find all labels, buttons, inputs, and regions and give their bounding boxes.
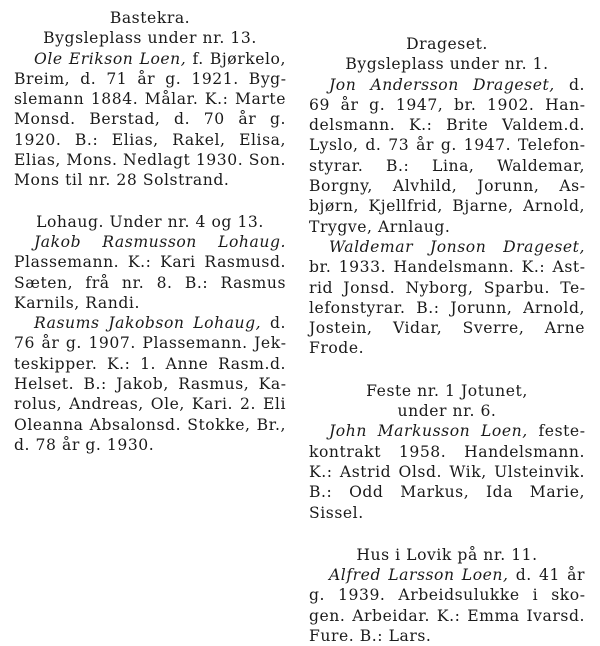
section-feste-jotunet <box>309 381 585 523</box>
section-subheading: Bygsleplass under nr. 13. <box>43 29 257 48</box>
section-heading: Bastekra. <box>109 9 191 27</box>
entry-text: festekontrakt 1958. Handelsmann. K.: Astrid Olsd. Wik, Ulsteinvik. B.: Odd Markus, Ida Marie, Sissel. <box>309 422 585 522</box>
section-heading: Lohaug. Under nr. 4 og 13. <box>36 212 264 231</box>
person-name: Jon Andersson Drageset, <box>329 75 555 94</box>
section-spacer <box>309 523 585 545</box>
entry-text: f. Bjørkelo, Breim, d. 71 år g. 1921. Bygslemann 1884. Målar. K.: Marte Monsd. Berstad, d. 70 år g. 1920. B.: Elias, Rakel, Elisa, Elias, Mons. Nedlagt 1930. Son. Mons til nr. 28 Solstrand. <box>14 49 286 190</box>
section-lohaug <box>14 212 286 456</box>
entry-jon-andersson-drageset <box>309 75 585 237</box>
section-heading: Hus i Lovik på nr. 11. <box>356 545 538 564</box>
person-name: Alfred Larsson Loen, <box>329 566 509 585</box>
entry-text: Plassemann. K.: Kari Rasmusd. Sæten, frå nr. 8. B.: Rasmus Karnils, Randi. <box>14 253 286 312</box>
section-subheading: Bygsleplass under nr. 1. <box>345 55 549 74</box>
person-name: Waldemar Jonson Drageset, <box>329 237 585 256</box>
entry-ole-erikson-loen <box>14 49 286 191</box>
person-name: John Markusson Loen, <box>329 422 528 441</box>
section-bastekra <box>14 0 286 191</box>
entry-jakob-rasmusson-lohaug <box>14 232 286 313</box>
person-name: Ole Erikson Loen, <box>34 49 187 68</box>
entry-text: d. 76 år g. 1907. Plassemann. Jekteskipper. K.: 1. Anne Rasm.d. Helset. B.: Jakob, Rasmus, Karolus, Andreas, Ole, Kari. 2. Eli Oleanna Absalonsd. Stokke, Br., d. 78 år g. 1930. <box>14 314 286 454</box>
entry-text: br. 1933. Handelsmann. K.: Astrid Jonsd. Nyborg, Sparbu. Telefonstyrar. B.: Jorunn, Arnold, Jostein, Vidar, Sverre, Arne Frode. <box>309 258 585 358</box>
left-column <box>14 0 286 455</box>
person-name: Jakob Rasmusson Lohaug. <box>34 232 286 251</box>
section-spacer <box>309 359 585 381</box>
section-drageset <box>309 0 585 359</box>
entry-john-markusson-loen <box>309 421 585 522</box>
entry-text: d. 69 år g. 1947, br. 1902. Handelsmann. K.: Brite Valdem.d. Lyslo, d. 73 år g. 1947. Telefonstyrar. B.: Lina, Waldemar, Borgny, Alvhild, Jorunn, Asbjørn, Kjellfrid, Bjarne, Arnold, Trygve, Arnlaug. <box>309 75 585 236</box>
person-name: Rasums Jakobson Lohaug, <box>34 314 262 333</box>
entry-text: d. 41 år g. 1939. Arbeidsulukke i skogen. Arbeidar. K.: Emma Ivarsd. Fure. B.: Lars. <box>309 566 585 646</box>
section-subheading: under nr. 6. <box>397 402 497 421</box>
entry-rasums-jakobson-lohaug <box>14 313 286 455</box>
section-heading: Drageset. <box>406 35 488 53</box>
section-hus-i-lovik <box>309 545 585 646</box>
entry-waldemar-jonson-drageset <box>309 237 585 359</box>
section-spacer <box>14 191 286 212</box>
right-column <box>309 0 585 646</box>
section-heading: Feste nr. 1 Jotunet, <box>366 381 528 400</box>
entry-alfred-larsson-loen <box>309 565 585 646</box>
